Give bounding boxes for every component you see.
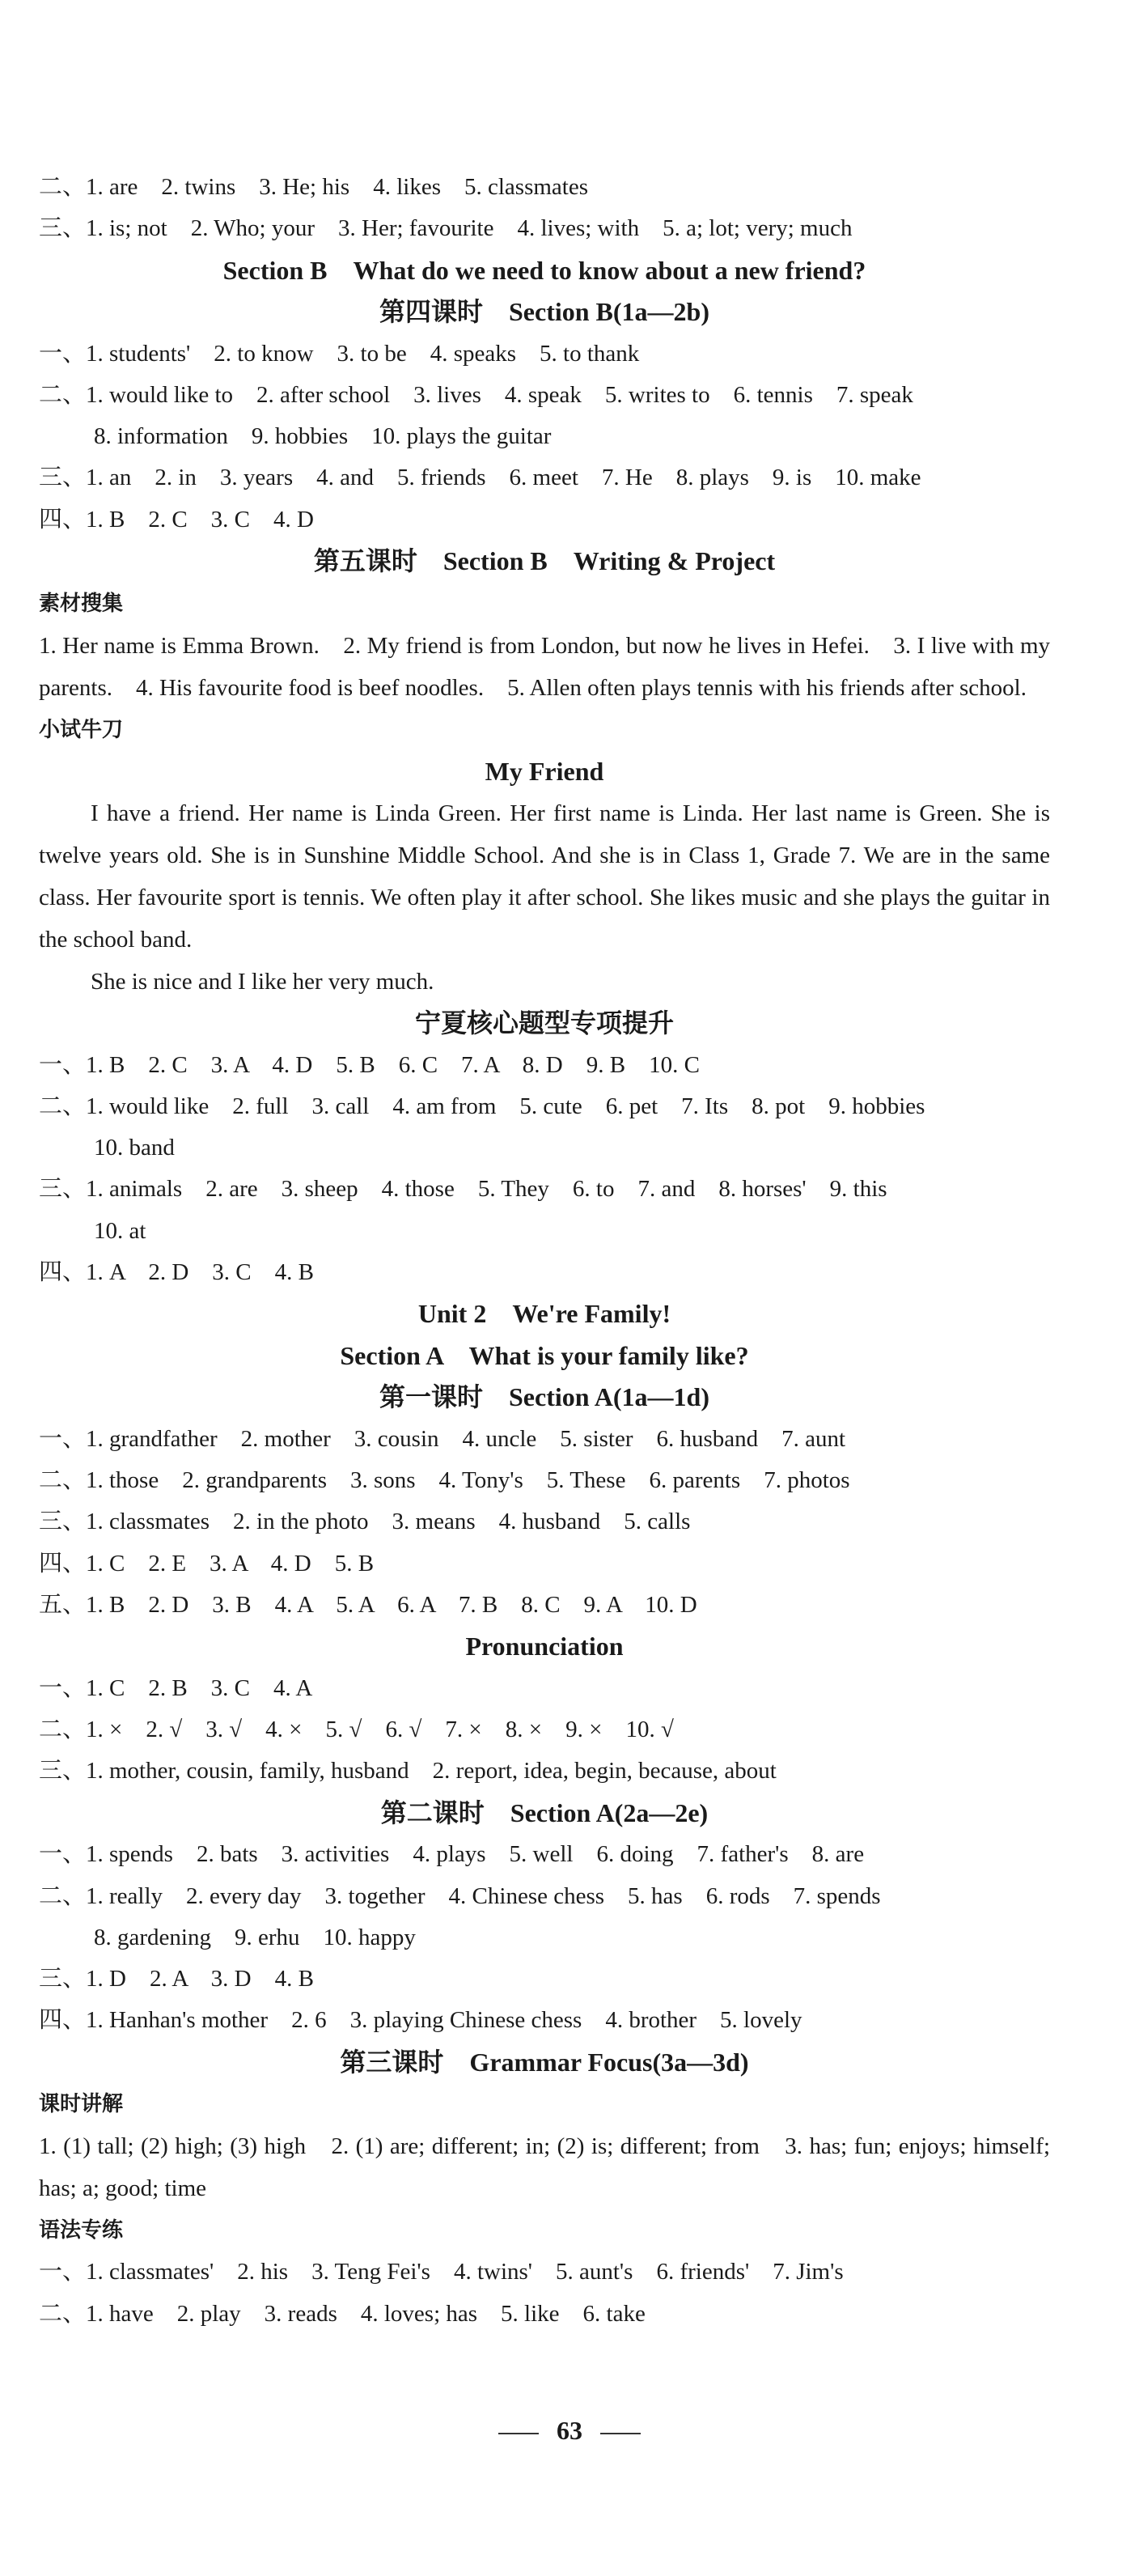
answer-line: 二、1. would like to 2. after school 3. lives 4. speak 5. writes to 6. tennis 7. speak xyxy=(39,381,913,408)
paragraph: She is nice and I like her very much. xyxy=(91,969,434,995)
page-footer xyxy=(0,2416,1139,2446)
left-rule xyxy=(498,2433,539,2434)
section-label: 课时讲解 xyxy=(39,2092,124,2117)
section-heading: 第二课时 Section A(2a—2e) xyxy=(380,1797,709,1827)
answer-line: 二、1. have 2. play 3. reads 4. loves; has 5. like 6. take xyxy=(39,2300,646,2327)
answer-line: 三、1. mother, cousin, family, husband 2. report, idea, begin, because, about xyxy=(39,1758,777,1785)
section-heading: Section A What is your family like? xyxy=(340,1340,749,1370)
answer-line: 二、1. are 2. twins 3. He; his 4. likes 5. classmates xyxy=(39,174,588,200)
answer-line: 三、1. an 2. in 3. years 4. and 5. friends 6. meet 7. He 8. plays 9. is 10. make xyxy=(39,465,921,491)
page-number: 63 xyxy=(557,2416,582,2445)
answer-line: 一、1. C 2. B 3. C 4. A xyxy=(39,1674,313,1701)
answer-line: 一、1. B 2. C 3. A 4. D 5. B 6. C 7. A 8. D 9. B 10. C xyxy=(39,1051,700,1078)
answer-line: 三、1. classmates 2. in the photo 3. means 4. husband 5. calls xyxy=(39,1509,691,1535)
answer-line: 三、1. animals 2. are 3. sheep 4. those 5. They 6. to 7. and 8. horses' 9. this xyxy=(39,1176,887,1203)
section-heading: 第五课时 Section B Writing & Project xyxy=(313,546,776,576)
answer-line: 8. information 9. hobbies 10. plays the guitar xyxy=(94,423,552,450)
section-heading: Unit 2 We're Family! xyxy=(417,1299,671,1329)
answer-line: 四、1. Hanhan's mother 2. 6 3. playing Chinese chess 4. brother 5. lovely xyxy=(39,2007,802,2034)
section-heading: My Friend xyxy=(485,756,604,786)
answer-line: 三、1. D 2. A 3. D 4. B xyxy=(39,1966,314,1992)
answer-line: 10. band xyxy=(94,1135,175,1161)
paragraph: 1. Her name is Emma Brown. 2. My friend is from London, but now he lives in Hefei. 3. I live with my parents. 4. His favourite food is beef noodles. 5. Allen often plays tennis with his friends after school. xyxy=(39,632,1050,701)
section-label: 语法专练 xyxy=(39,2218,124,2243)
answer-line: 二、1. would like 2. full 3. call 4. am from 5. cute 6. pet 7. Its 8. pot 9. hobbies xyxy=(39,1093,925,1119)
answer-line: 二、1. those 2. grandparents 3. sons 4. Tony's 5. These 6. parents 7. photos xyxy=(39,1467,850,1494)
answer-line: 五、1. B 2. D 3. B 4. A 5. A 6. A 7. B 8. C 9. A 10. D xyxy=(39,1592,697,1619)
answer-line: 四、1. B 2. C 3. C 4. D xyxy=(39,506,314,533)
right-rule xyxy=(600,2433,641,2434)
answer-line: 三、1. is; not 2. Who; your 3. Her; favourite 4. lives; with 5. a; lot; very; much xyxy=(39,215,853,242)
answer-line: 四、1. A 2. D 3. C 4. B xyxy=(39,1259,314,1286)
answer-line: 二、1. really 2. every day 3. together 4. Chinese chess 5. has 6. rods 7. spends xyxy=(39,1882,881,1909)
section-heading: 第一课时 Section A(1a—1d) xyxy=(379,1382,709,1412)
answer-line: 10. at xyxy=(94,1217,146,1244)
section-heading: Pronunciation xyxy=(465,1632,624,1661)
section-heading: 第四课时 Section B(1a—2b) xyxy=(379,297,709,327)
paragraph: I have a friend. Her name is Linda Green. Her first name is Linda. Her last name is Green. She is twelve years old. She is in Sunshine Middle School. And she is in Class 1, Grade 7. We are in the same class. Her favourite sport is tennis. We often play it after school. She likes music and she plays the guitar in the school band. xyxy=(39,800,1050,953)
answer-line: 一、1. spends 2. bats 3. activities 4. plays 5. well 6. doing 7. father's 8. are xyxy=(39,1841,865,1868)
section-label: 素材搜集 xyxy=(39,591,124,616)
answer-line: 一、1. students' 2. to know 3. to be 4. speaks 5. to thank xyxy=(39,340,640,367)
paragraph: 1. (1) tall; (2) high; (3) high 2. (1) are; different; in; (2) is; different; from 3. has; fun; enjoys; himself; has; a; good; time xyxy=(39,2133,1050,2202)
section-heading: Section B What do we need to know about a new friend? xyxy=(222,255,866,285)
answer-line: 一、1. grandfather 2. mother 3. cousin 4. uncle 5. sister 6. husband 7. aunt xyxy=(39,1425,846,1452)
section-heading: 宁夏核心题型专项提升 xyxy=(414,1008,674,1038)
answer-line: 一、1. classmates' 2. his 3. Teng Fei's 4. twins' 5. aunt's 6. friends' 7. Jim's xyxy=(39,2259,844,2285)
section-heading: 第三课时 Grammar Focus(3a—3d) xyxy=(340,2047,749,2077)
section-label: 小试牛刀 xyxy=(39,717,124,742)
answer-line: 四、1. C 2. E 3. A 4. D 5. B xyxy=(39,1550,375,1577)
answer-line: 二、1. × 2. √ 3. √ 4. × 5. √ 6. √ 7. × 8. × 9. × 10. √ xyxy=(39,1717,674,1743)
answer-line: 8. gardening 9. erhu 10. happy xyxy=(94,1924,416,1950)
answer-content xyxy=(39,167,1050,2335)
